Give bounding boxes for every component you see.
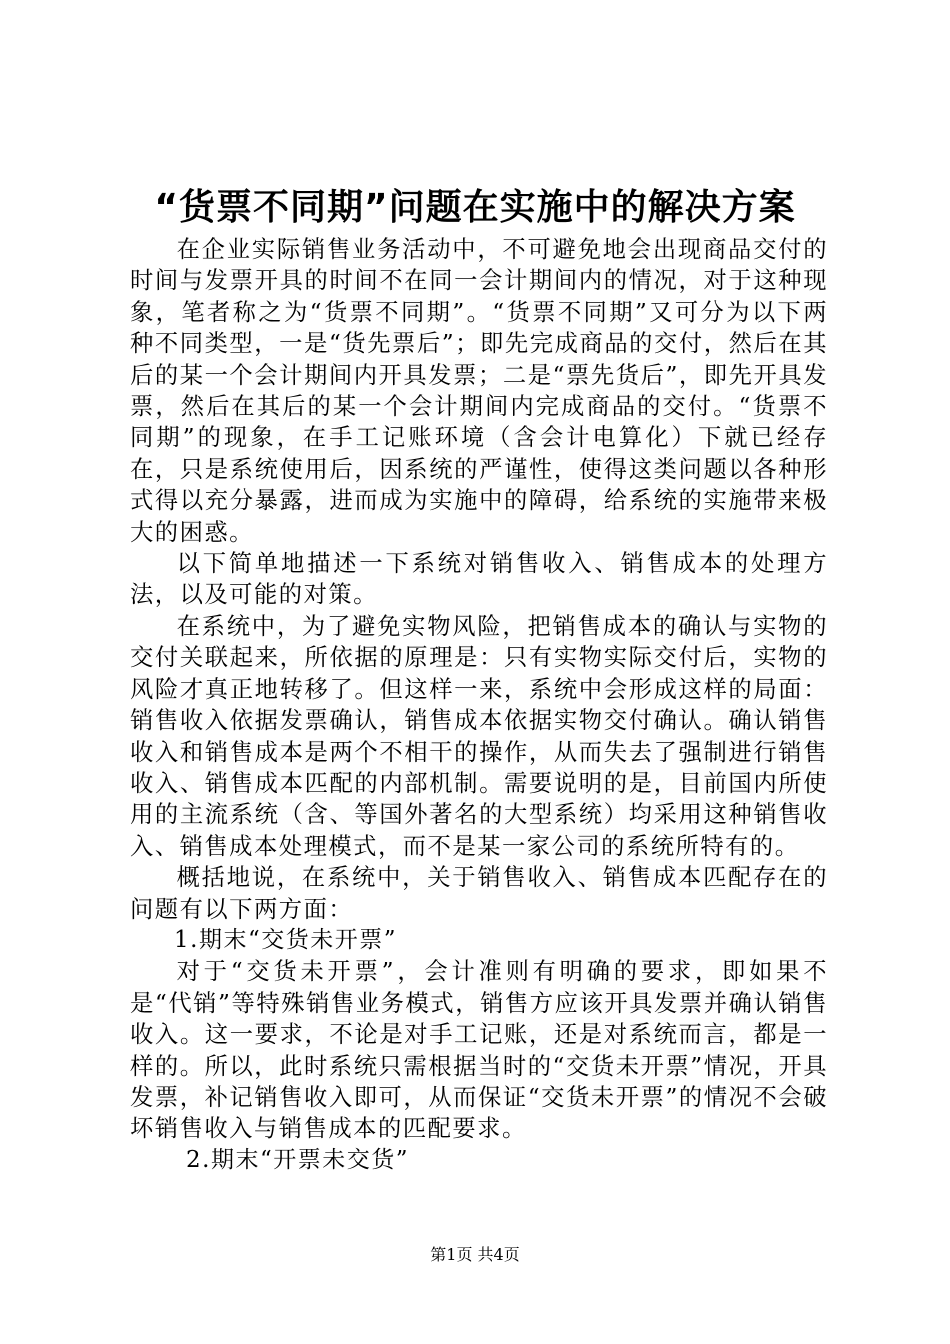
system-paragraph: 在系统中，为了避免实物风险，把销售成本的确认与实物的交付关联起来，所依据的原理是：只有实物实际交付后，实物的风险才真正地转移了。但这样一来，系统中会形成这样的局面：销售收入依据发票确认，销售成本依据实物交付确认。确认销售收入和销售成本是两个不相干的操作，从而失去了强制进行销售收入、销售成本匹配的内部机制。需要说明的是，目前国内所使用的主流系统（含、等国外著名的大型系统）均采用这种销售收入、销售成本处理模式，而不是某一家公司的系统所特有的。 <box>130 612 828 860</box>
method-paragraph: 以下简单地描述一下系统对销售收入、销售成本的处理方法，以及可能的对策。 <box>130 550 828 609</box>
document-body <box>130 234 828 1176</box>
section-1-paragraph: 对于“交货未开票”，会计准则有明确的要求，即如果不是“代销”等特殊销售业务模式，销售方应该开具发票并确认销售收入。这一要求，不论是对手工记账，还是对系统而言，都是一样的。所以，此时系统只需根据当时的“交货未开票”情况，开具发票，补记销售收入即可，从而保证“交货未开票”的情况不会破坏销售收入与销售成本的匹配要求。 <box>130 958 828 1143</box>
summary-paragraph: 概括地说，在系统中，关于销售收入、销售成本匹配存在的问题有以下两方面： <box>130 864 828 923</box>
section-1-heading: 1.期末“交货未开票” <box>174 926 397 953</box>
page-footer: 第1页 共4页 <box>430 1245 520 1264</box>
document-title: “货票不同期”问题在实施中的解决方案 <box>154 187 796 228</box>
section-2-heading: 2.期末“开票未交货” <box>186 1146 409 1173</box>
intro-paragraph: 在企业实际销售业务活动中，不可避免地会出现商品交付的时间与发票开具的时间不在同一会计期间内的情况，对于这种现象，笔者称之为“货票不同期”。“货票不同期”又可分为以下两种不同类型，一是“货先票后”；即先完成商品的交付，然后在其后的某一个会计期间内开具发票；二是“票先货后”，即先开具发票，然后在其后的某一个会计期间内完成商品的交付。“货票不同期”的现象，在手工记账环境（含会计电算化）下就已经存在，只是系统使用后，因系统的严谨性，使得这类问题以各种形式得以充分暴露，进而成为实施中的障碍，给系统的实施带来极大的困惑。 <box>130 236 828 546</box>
